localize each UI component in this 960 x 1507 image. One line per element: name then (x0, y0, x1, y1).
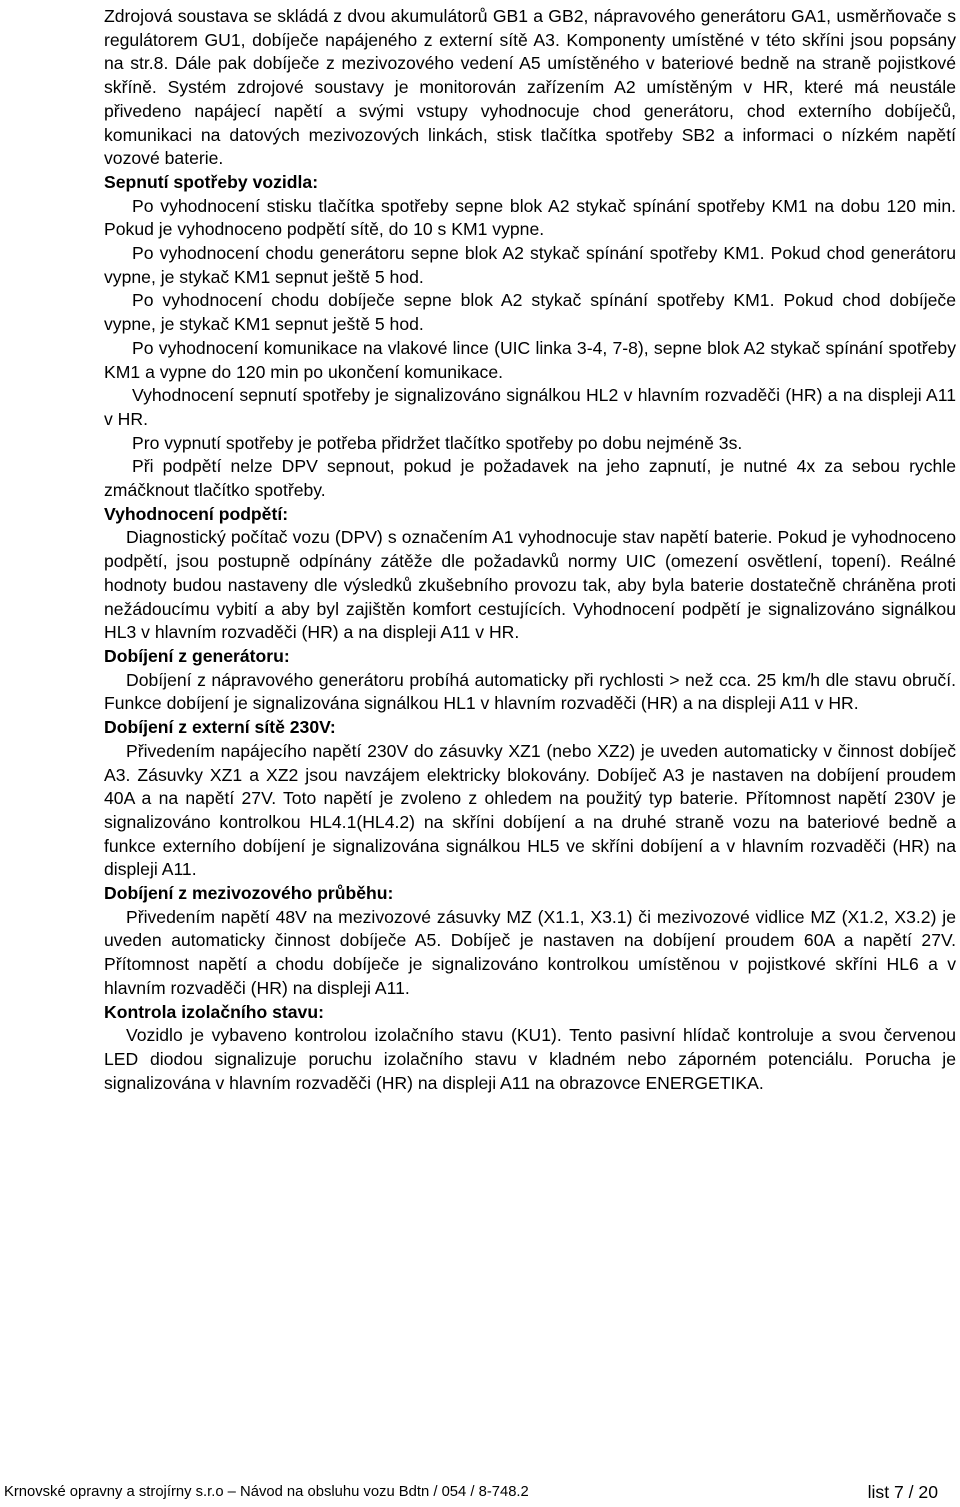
paragraph-spotreba-7: Při podpětí nelze DPV sepnout, pokud je požadavek na jeho zapnutí, je nutné 4x za sebou rychle zmáčknout tlačítko spotřeby. (104, 456, 956, 501)
paragraph-sit230-1: Přivedením napájecího napětí 230V do zásuvky XZ1 (nebo XZ2) je uveden automaticky v činnost dobíječ A3. Zásuvky XZ1 a XZ2 jsou navzájem elektricky blokovány. Dobíječ A3 je nastaven na dobíjení proudem 40A a na napětí 27V. Toto napětí je zvoleno z ohledem na použitý typ baterie. Přítomnost napětí 230V je signalizováno kontrolkou HL4.1(HL4.2) na skříni dobíjení a na druhé straně vozu na bateriové bedně a funkce externího dobíjení je signalizována signálkou HL5 ve skříni dobíjení a v hlavním rozvaděči (HR) na displeji A11. (104, 740, 956, 880)
paragraph-izolace-1: Vozidlo je vybaveno kontrolou izolačního stavu (KU1). Tento pasivní hlídač kontroluje a svou červenou LED diodou signalizuje poruchu izolačního stavu v kladném nebo záporném potenciálu. Porucha je signalizována v hlavním rozvaděči (HR) na displeji A11 na obrazovce ENERGETIKA. (104, 1025, 956, 1093)
paragraph-spotreba-2: Po vyhodnocení chodu generátoru sepne blok A2 stykač spínání spotřeby KM1. Pokud chod generátoru vypne, je stykač KM1 sepnut ještě 5 hod. (104, 243, 956, 287)
paragraph-spotreba-6: Pro vypnutí spotřeby je potřeba přidržet tlačítko spotřeby po dobu nejméně 3s. (132, 432, 743, 453)
paragraph-spotreba-4: Po vyhodnocení komunikace na vlakové lince (UIC linka 3-4, 7-8), sepne blok A2 stykač spínání spotřeby KM1 a vypne do 120 min po ukončení komunikace. (104, 337, 956, 382)
section-heading-izolace: Kontrola izolačního stavu: (104, 1001, 324, 1022)
section-heading-mezivoz: Dobíjení z mezivozového průběhu: (104, 883, 394, 904)
section-heading-spotreba: Sepnutí spotřeby vozidla: (104, 171, 319, 192)
paragraph-spotreba-3: Po vyhodnocení chodu dobíječe sepne blok A2 stykač spínání spotřeby KM1. Pokud chod dobíječe vypne, je stykač KM1 sepnut ještě 5 hod. (104, 290, 956, 335)
paragraph-mezivoz-1: Přivedením napětí 48V na mezivozové zásuvky MZ (X1.1, X3.1) či mezivozové vidlice MZ (X1.2, X3.2) je uveden automaticky činnost dobíječe A5. Dobíječ je nastaven na dobíjení proudem 60A a napětí 27V. Přítomnost napětí a chodu dobíječe je signalizováno kontrolkou umístěnou v pojistkové skříni HL6 a v hlavním rozvaděči (HR) na displeji A11. (104, 906, 956, 998)
paragraph-spotreba-5: Vyhodnocení sepnutí spotřeby je signalizováno signálkou HL2 v hlavním rozvaděči (HR) a na displeji A11 v HR. (104, 385, 956, 429)
paragraph-podpeti-1: Diagnostický počítač vozu (DPV) s označením A1 vyhodnocuje stav napětí baterie. Pokud je vyhodnoceno podpětí, jsou postupně odpínány zátěže dle požadavků normy UIC (omezení osvětlení, topení). Reálné hodnoty budou nastaveny dle výsledků zkušebního provozu tak, aby byla baterie dostatečně chráněna proti nežádoucímu vybití a aby byl zajištěn komfort cestujících. Vyhodnocení podpětí je signalizováno signálkou HL3 v hlavním rozvaděči (HR) a na displeji A11 v HR. (104, 527, 956, 643)
paragraph-generator-1: Dobíjení z nápravového generátoru probíhá automaticky při rychlosti > než cca. 25 km/h dle stavu obručí. Funkce dobíjení je signalizována signálkou HL1 v hlavním rozvaděči (HR) a na displeji A11 v HR. (104, 669, 956, 714)
footer-document-info: Krnovské opravny a strojírny s.r.o – Návod na obsluhu vozu Bdtn / 054 / 8-748.2 (4, 1484, 529, 1500)
intro-paragraph: Zdrojová soustava se skládá z dvou akumulátorů GB1 a GB2, nápravového generátoru GA1, usměrňovače s regulátorem GU1, dobíječe napájeného z externí sítě A3. Komponenty umístěné v této skříni jsou popsány na str.8. Dále pak dobíječe z mezivozového vedení A5 umístěného v bateriové bedně na straně pojistkové skříně. Systém zdrojové soustavy je monitorován zařízením A2 umístěným v HR, které má neustále přivedeno napájecí napětí a svými vstupy vyhodnocuje chod generátoru, chod externího dobíječů, komunikaci na datových mezivozových linkách, stisk tlačítka spotřeby SB2 a informaci o nízkém napětí vozové baterie. (104, 6, 956, 169)
section-heading-generator: Dobíjení z generátoru: (104, 645, 290, 666)
paragraph-spotreba-1: Po vyhodnocení stisku tlačítka spotřeby sepne blok A2 stykač spínání spotřeby KM1 na dobu 120 min. Pokud je vyhodnoceno podpětí sítě, do 10 s KM1 vypne. (104, 195, 956, 240)
section-heading-sit230: Dobíjení z externí sítě 230V: (104, 717, 336, 738)
document-body (104, 5, 956, 1095)
footer-page-number: list 7 / 20 (867, 1482, 938, 1502)
section-heading-podpeti: Vyhodnocení podpětí: (104, 503, 289, 524)
